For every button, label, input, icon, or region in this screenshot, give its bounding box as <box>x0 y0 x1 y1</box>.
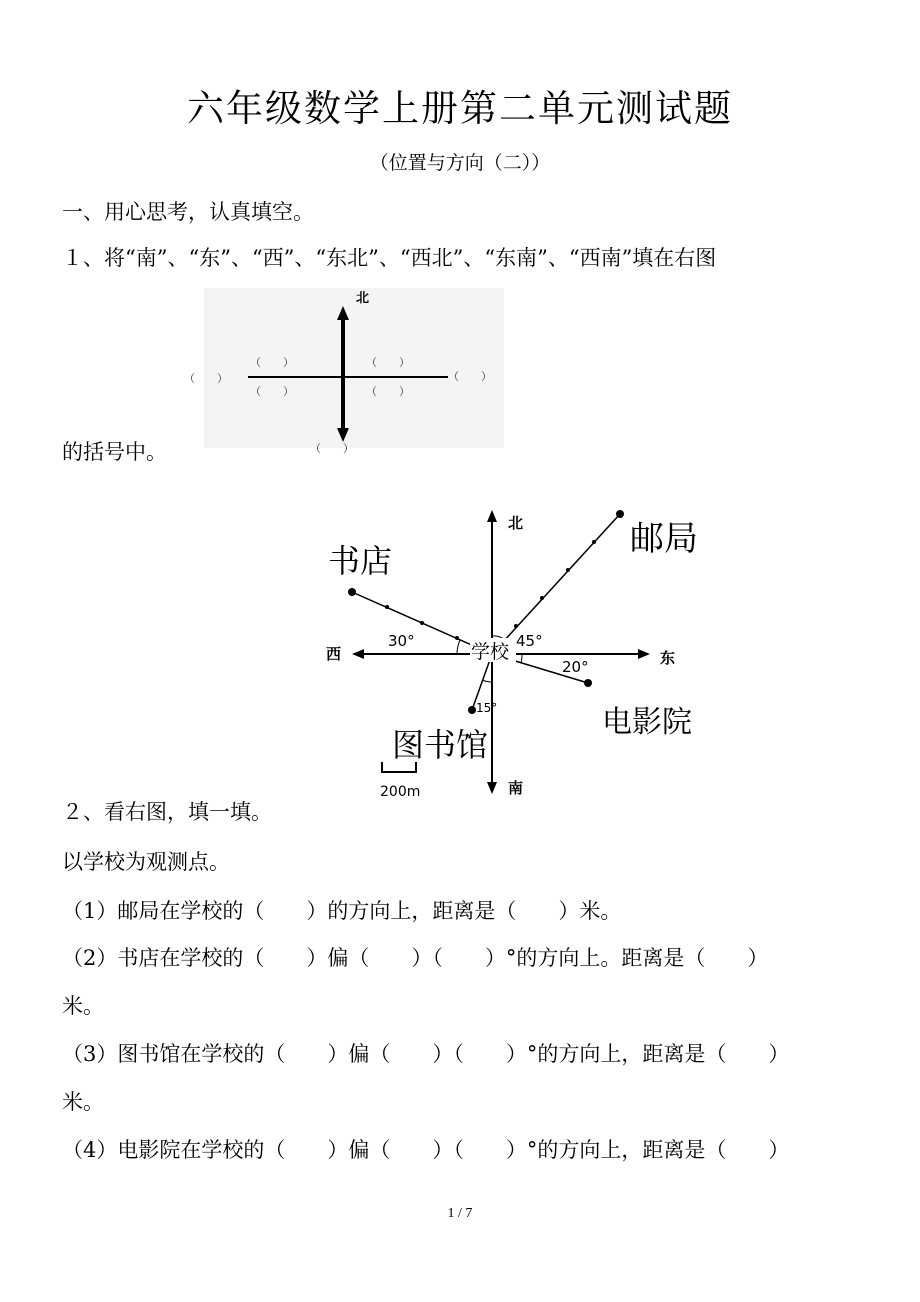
question-2-item-2: （2）书店在学校的（ ）偏（ ）（ ）°的方向上。距离是（ ） <box>62 946 769 970</box>
bracket-northeast: （ ） <box>366 356 410 369</box>
bookstore-label: 书店 <box>328 542 393 580</box>
direction-west-label: 西 <box>326 645 342 663</box>
west-arrowhead <box>352 649 364 659</box>
question-2-item-1: （1）邮局在学校的（ ）的方向上，距离是（ ）米。 <box>62 899 622 923</box>
bookstore-tick-2 <box>420 621 424 625</box>
north-arrowhead <box>487 510 497 522</box>
figure-1-north-label: 北 <box>356 291 370 306</box>
page-number: 1 / 7 <box>447 1206 473 1221</box>
ray-post-office <box>492 514 620 654</box>
figure-1-background <box>204 288 504 448</box>
direction-east-label: 东 <box>660 649 676 667</box>
compass-figure-1 <box>180 284 520 460</box>
east-arrowhead <box>638 649 650 659</box>
question-2-item-2-cont: 米。 <box>62 994 104 1018</box>
bracket-west: （ ） <box>184 372 228 385</box>
post-office-tick-1 <box>592 540 596 544</box>
bracket-southeast: （ ） <box>366 385 410 398</box>
post-office-tick-3 <box>540 596 544 600</box>
south-arrowhead <box>487 782 497 794</box>
angle-arc-cinema <box>521 654 522 663</box>
angle-arc-library <box>482 680 492 682</box>
direction-south-label: 南 <box>508 779 524 797</box>
scale-label: 200m <box>380 784 421 800</box>
library-label: 图书馆 <box>392 726 489 764</box>
bracket-northwest: （ ） <box>250 356 294 369</box>
question-2-item-3-cont: 米。 <box>62 1090 104 1114</box>
observation-point-text: 以学校为观测点。 <box>62 850 230 874</box>
question-2-heading: ２、看右图，填一填。 <box>62 800 272 824</box>
bookstore-point <box>348 588 356 596</box>
bracket-east: （ ） <box>448 370 492 383</box>
cinema-point <box>584 679 592 687</box>
angle-arc-bookstore <box>457 640 460 654</box>
question-2-item-3: （3）图书馆在学校的（ ）偏（ ）（ ）°的方向上，距离是（ ） <box>62 1042 790 1066</box>
angle-label-library: 15° <box>476 701 498 715</box>
post-office-label: 邮局 <box>630 519 698 559</box>
direction-north-label: 北 <box>508 514 524 532</box>
section-heading: 一、用心思考，认真填空。 <box>62 200 314 224</box>
angle-label-bookstore: 30° <box>388 632 415 650</box>
post-office-point <box>616 510 624 518</box>
question-2-item-4: （4）电影院在学校的（ ）偏（ ）（ ）°的方向上，距离是（ ） <box>62 1138 790 1162</box>
cinema-label: 电影院 <box>602 705 692 740</box>
location-map-figure <box>310 496 710 806</box>
bracket-south: （ ） <box>310 442 354 455</box>
library-point <box>468 706 476 714</box>
page-subtitle: （位置与方向（二）） <box>369 152 551 174</box>
question-1-text: １、将“南”、“东”、“西”、“东北”、“西北”、“东南”、“西南”填在右图 <box>62 246 717 270</box>
question-1-text-cont: 的括号中。 <box>62 440 167 464</box>
angle-label-cinema: 20° <box>562 658 589 676</box>
bracket-southwest: （ ） <box>250 385 294 398</box>
page-title: 六年级数学上册第二单元测试题 <box>187 87 733 130</box>
angle-label-post-office: 45° <box>516 632 543 650</box>
post-office-tick-2 <box>566 568 570 572</box>
bookstore-tick-3 <box>455 636 459 640</box>
bookstore-tick-1 <box>385 605 389 609</box>
post-office-tick-4 <box>514 624 518 628</box>
school-label: 学校 <box>471 641 510 663</box>
